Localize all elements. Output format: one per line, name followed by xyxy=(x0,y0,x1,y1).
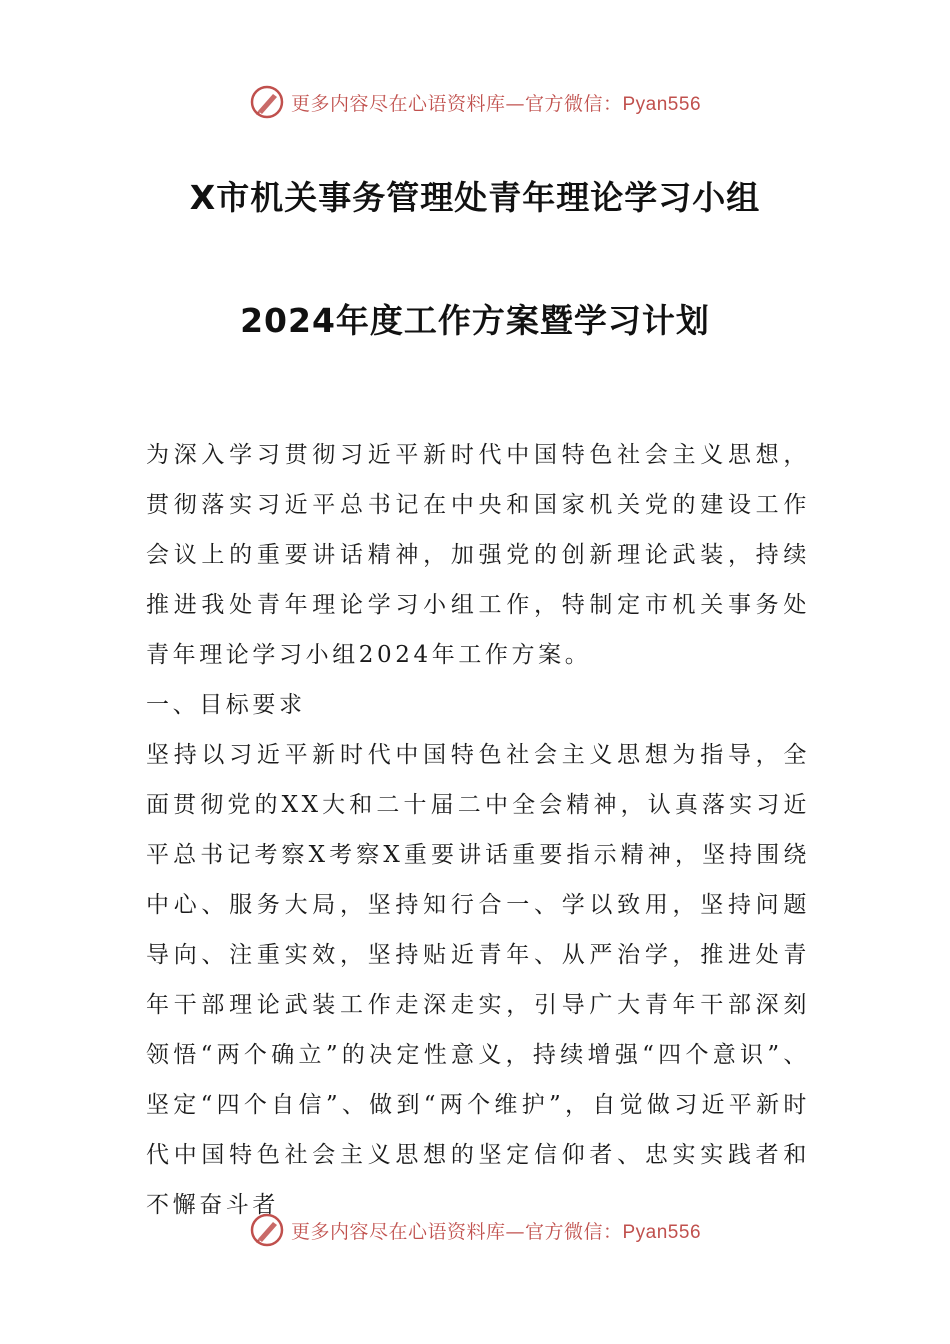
document-title-line-2: 2024年度工作方案暨学习计划 xyxy=(240,301,710,340)
header-watermark xyxy=(0,82,950,122)
footer-watermark xyxy=(0,1210,950,1250)
document-title-line-1: X市机关事务管理处青年理论学习小组 xyxy=(189,178,761,217)
watermark-text: 更多内容尽在心语资料库—官方微信：Pyan556 xyxy=(290,92,702,115)
pen-logo-icon xyxy=(249,84,285,120)
pen-logo-icon xyxy=(249,1212,285,1248)
body-paragraph: 坚持以习近平新时代中国特色社会主义思想为指导，全面贯彻党的XX大和二十届二中全会精神，认真落实习近平总书记考察X考察X重要讲话重要指示精神，坚持围绕中心、服务大局，坚持知行合一、学以致用，坚持问题导向、注重实效，坚持贴近青年、从严治学，推进处青年干部理论武装工作走深走实，引导广大青年干部深刻领悟“两个确立”的决定性意义，持续增强“四个意识”、坚定“四个自信”、做到“两个维护”，自觉做习近平新时代中国特色社会主义思想的坚定信仰者、忠实实践者和不懈奋斗者 xyxy=(146,742,810,1218)
section-heading: 一、目标要求 xyxy=(146,692,306,718)
document-body xyxy=(146,430,810,1230)
intro-paragraph: 为深入学习贯彻习近平新时代中国特色社会主义思想，贯彻落实习近平总书记在中央和国家机关党的建设工作会议上的重要讲话精神，加强党的创新理论武装，持续推进我处青年理论学习小组工作，特制定市机关事务处青年理论学习小组2024年工作方案。 xyxy=(146,442,810,668)
watermark-text: 更多内容尽在心语资料库—官方微信：Pyan556 xyxy=(290,1220,702,1243)
